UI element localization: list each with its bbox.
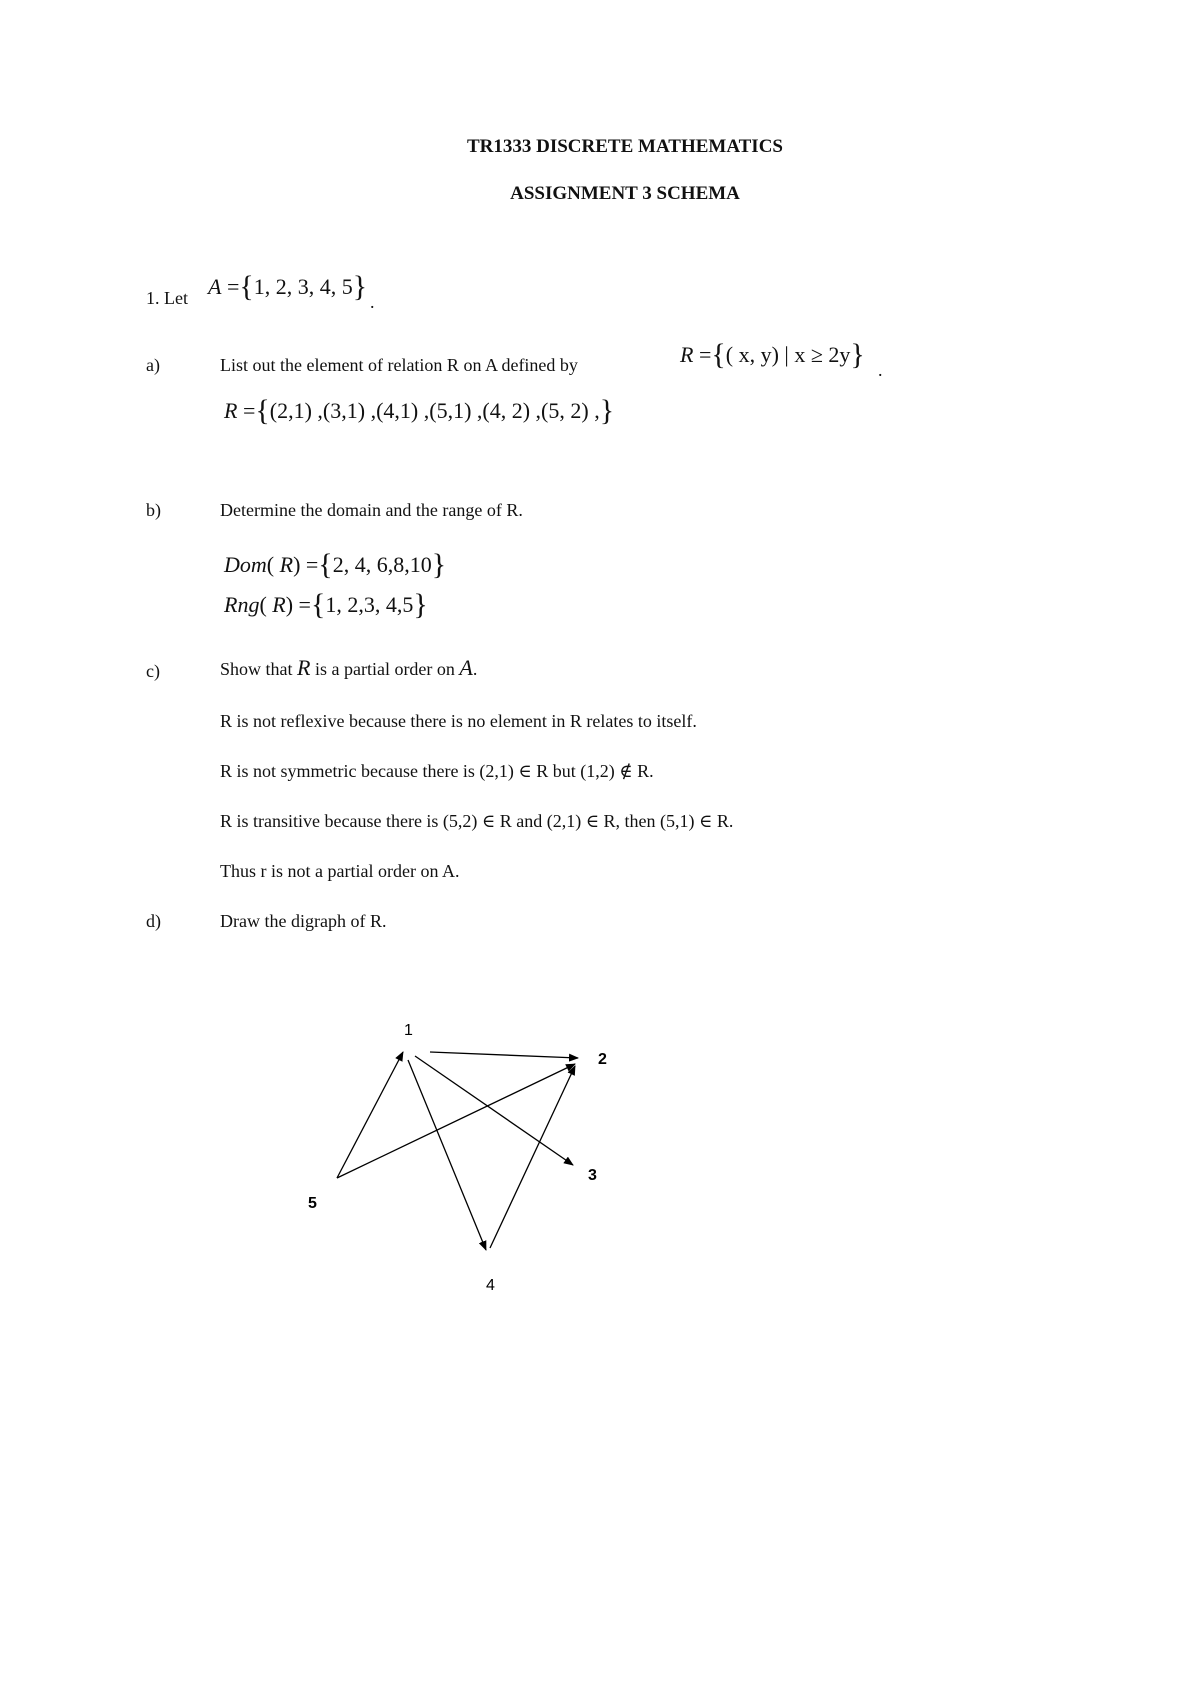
- part-c-text-1: Show that: [220, 659, 293, 679]
- part-c-text-2: is a partial order on: [314, 659, 455, 679]
- part-c-line-1: R is not reflexive because there is no element in R relates to itself.: [220, 711, 697, 731]
- part-c-label: c): [146, 661, 160, 681]
- part-d-question: Draw the digraph of R.: [220, 911, 387, 931]
- edge-1-2: [430, 1052, 578, 1058]
- relation-period: .: [878, 360, 883, 380]
- part-d-label: d): [146, 911, 161, 931]
- set-a-values: 1, 2, 3, 4, 5: [253, 274, 353, 299]
- set-a-expression: A ={1, 2, 3, 4, 5}: [208, 270, 368, 303]
- domain-expression: Dom( R) ={2, 4, 6,8,10}: [224, 548, 447, 581]
- range-values: 1, 2,3, 4,5: [325, 592, 414, 617]
- node-label-5: 5: [308, 1195, 317, 1212]
- edge-1-4: [408, 1060, 486, 1250]
- edge-5-2: [337, 1064, 575, 1178]
- answer-a-expression: R ={(2,1) ,(3,1) ,(4,1) ,(5,1) ,(4, 2) ,(5, 2) ,}: [224, 394, 615, 427]
- relation-condition: ( x, y) | x ≥ 2y: [725, 342, 851, 367]
- set-a-period: .: [370, 292, 375, 312]
- edge-4-2: [490, 1066, 575, 1248]
- edge-1-3: [415, 1056, 573, 1165]
- edge-5-1: [337, 1052, 403, 1178]
- question-1-lead: [146, 288, 188, 309]
- assignment-title: ASSIGNMENT 3 SCHEMA: [510, 183, 740, 204]
- part-b-label: b): [146, 500, 161, 520]
- node-label-4: 4: [486, 1277, 495, 1294]
- part-a-question: List out the element of relation R on A defined by: [220, 355, 578, 375]
- node-label-3: 3: [588, 1167, 597, 1184]
- range-expression: Rng( R) ={1, 2,3, 4,5}: [224, 588, 428, 621]
- node-label-2: 2: [598, 1051, 607, 1068]
- part-b-question: Determine the domain and the range of R.: [220, 500, 523, 520]
- part-c-line-3: R is transitive because there is (5,2) ∈ R and (2,1) ∈ R, then (5,1) ∈ R.: [220, 811, 734, 831]
- range-name: Rng: [224, 592, 260, 617]
- domain-name: Dom: [224, 552, 267, 577]
- part-c-line-2: R is not symmetric because there is (2,1) ∈ R but (1,2) ∉ R.: [220, 761, 654, 781]
- course-title: TR1333 DISCRETE MATHEMATICS: [466, 136, 783, 157]
- digraph-edges: [337, 1052, 578, 1250]
- node-label-1: 1: [404, 1022, 413, 1039]
- domain-values: 2, 4, 6,8,10: [332, 552, 432, 577]
- answer-a-pairs: (2,1) ,(3,1) ,(4,1) ,(5,1) ,(4, 2) ,(5, 2) ,: [269, 398, 600, 423]
- part-c-line-4: Thus r is not a partial order on A.: [220, 861, 460, 881]
- part-c-question: Show that R is a partial order on A.: [220, 655, 478, 680]
- question-1-lead-text: 1. Let: [146, 288, 188, 308]
- part-a-label: a): [146, 355, 160, 375]
- relation-definition: R ={( x, y) | x ≥ 2y}: [680, 338, 865, 371]
